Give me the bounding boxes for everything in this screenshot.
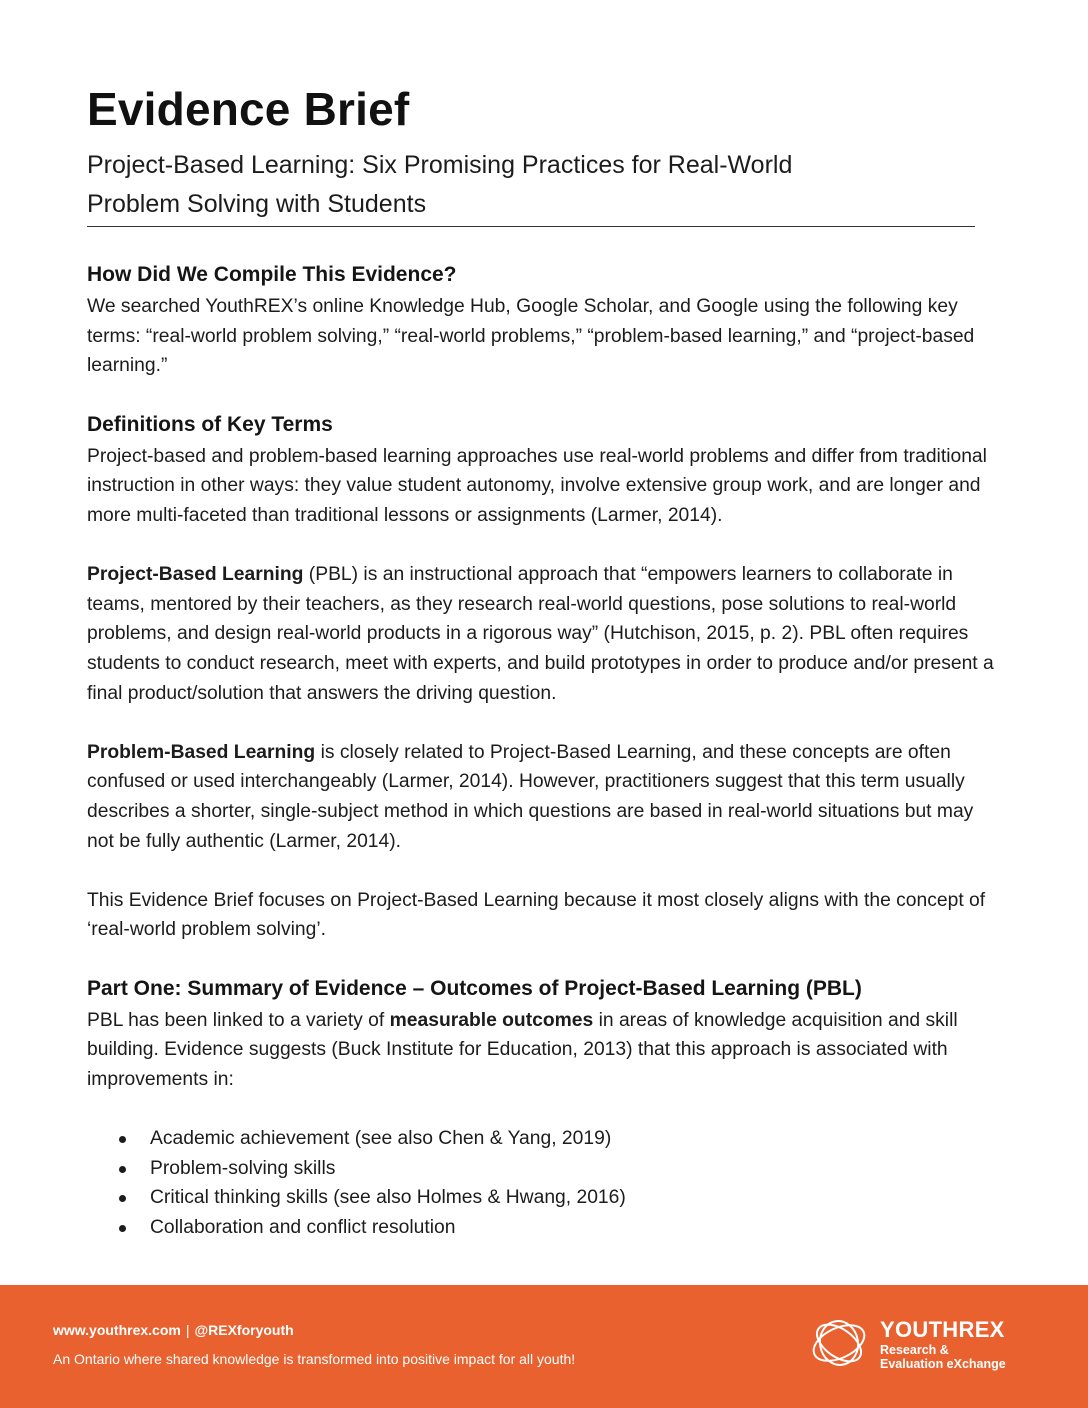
problem-based-definition-paragraph (87, 738, 1005, 856)
page-subtitle (87, 146, 907, 224)
main-content (87, 258, 1005, 1243)
list-item: Problem-solving skills (87, 1154, 1005, 1184)
website-link[interactable]: www.youthrex.com (53, 1322, 181, 1338)
pbl-definition-text: (PBL) is an instructional approach that “empowers learners to collaborate in teams, mentored by their teachers, as they research real-world questions, pose solutions to real-world problems, and design real-world products in a rigorous way” (Hutchison, 2015, p. 2). PBL often requires students to conduct research, meet with experts, and build prototypes in order to produce and/or present a final product/solution that answers the driving question. (87, 564, 994, 704)
list-item: Collaboration and conflict resolution (87, 1213, 1005, 1243)
pbl-term: Project-Based Learning (87, 564, 304, 586)
part-one-paragraph: PBL has been linked to a variety of measurable outcomes in areas of knowledge acquisition and skill building. Evidence suggests (Buck Institute for Education, 2013) that this approach is associated with improvements in: (87, 1009, 958, 1091)
outcomes-list (87, 1124, 1005, 1242)
footer-separator: | (185, 1322, 190, 1338)
youthrex-logo (804, 1307, 1024, 1387)
problem-based-term: Problem-Based Learning (87, 741, 316, 763)
footer-banner (0, 1285, 1088, 1408)
title-divider (87, 226, 975, 227)
list-item: Critical thinking skills (see also Holmes & Hwang, 2016) (87, 1183, 1005, 1213)
list-item: Academic achievement (see also Chen & Yang, 2019) (87, 1124, 1005, 1154)
measurable-outcomes-term: measurable outcomes (389, 1009, 594, 1031)
footer-tagline: An Ontario where shared knowledge is transformed into positive impact for all youth! (53, 1351, 576, 1367)
social-handle-link[interactable]: @REXforyouth (194, 1322, 294, 1338)
bullet-icon (119, 1195, 126, 1202)
footer-links (53, 1322, 294, 1338)
problem-based-definition-text: is closely related to Project-Based Learning, and these concepts are often confused or used interchangeably (Larmer, 2014). However, practitioners suggest that this term usually describes a shorter, single-subject method in which questions are based in real-world situations but may not be fully authentic (Larmer, 2014). (87, 741, 974, 852)
compile-paragraph: We searched YouthREX’s online Knowledge Hub, Google Scholar, and Google using the following key terms: “real-world problem solving,” “real-world problems,” “problem-based learning,” and “project-based learning.” (87, 296, 975, 377)
part-one-heading: Part One: Summary of Evidence – Outcomes of Project-Based Learning (PBL) (87, 976, 862, 1000)
definitions-heading: Definitions of Key Terms (87, 412, 333, 436)
subtitle-line-1: Project-Based Learning: Six Promising Practices for Real-World (87, 151, 793, 179)
compile-heading: How Did We Compile This Evidence? (87, 263, 457, 286)
definitions-intro-paragraph: Project-based and problem-based learning approaches use real-world problems and differ from traditional instruction in other ways: they value student autonomy, involve extensive group work, and are longer and more multi-faceted than traditional lessons or assignments (Larmer, 2014). (87, 445, 987, 526)
bullet-icon (119, 1166, 126, 1173)
bullet-icon (119, 1225, 126, 1232)
subtitle-line-2: Problem Solving with Students (87, 190, 427, 218)
pbl-definition-paragraph (87, 560, 1005, 708)
bullet-icon (119, 1136, 126, 1143)
orbit-loops-logo-icon (804, 1307, 874, 1377)
page-title: Evidence Brief (87, 83, 410, 135)
focus-paragraph: This Evidence Brief focuses on Project-Based Learning because it most closely aligns with the concept of ‘real-world problem solving’. (87, 889, 986, 941)
logo-name: YOUTHREX (880, 1317, 1005, 1342)
logo-subtitle: Research & Evaluation eXchange (880, 1343, 1006, 1371)
